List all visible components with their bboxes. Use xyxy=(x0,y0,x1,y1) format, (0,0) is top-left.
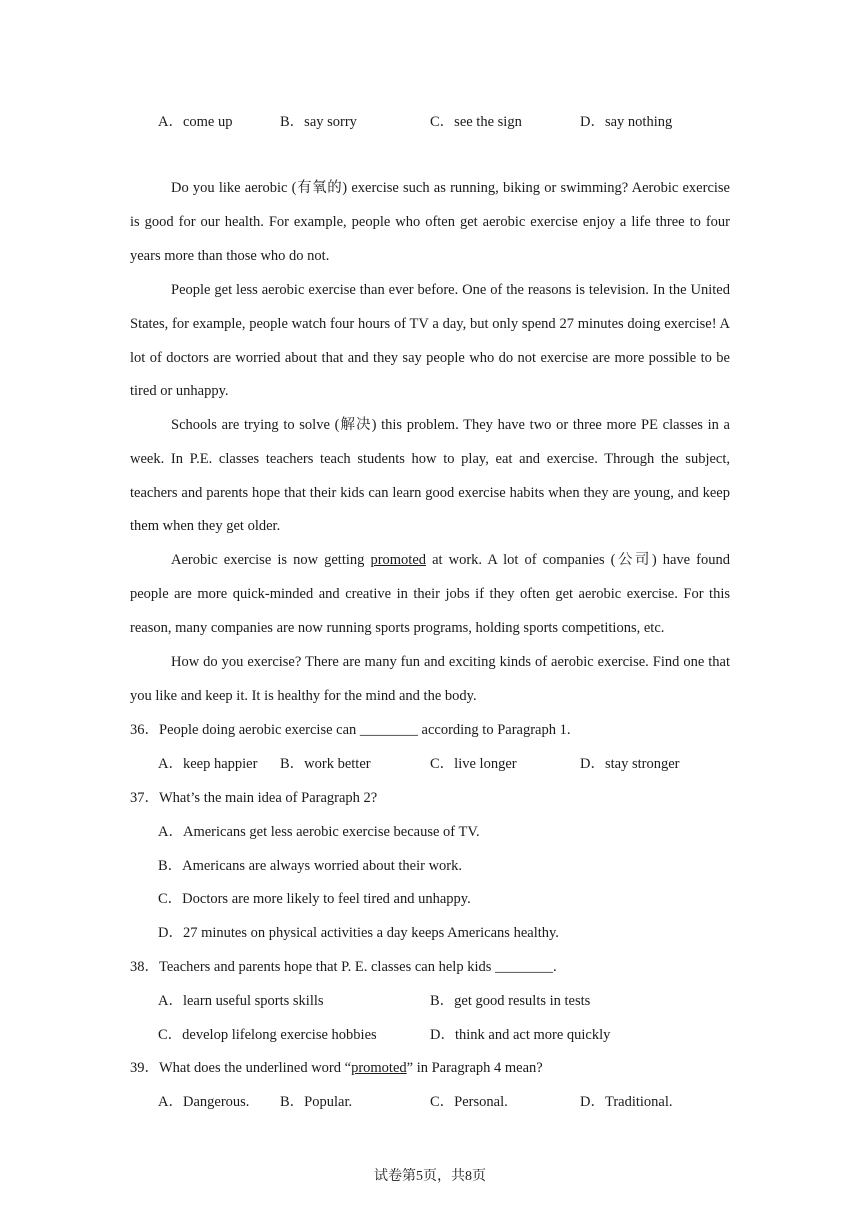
q36-option-c: C．live longer xyxy=(430,756,517,772)
q37-option-d: D．27 minutes on physical activities a day keeps Americans healthy. xyxy=(158,925,559,941)
q37-option-c: C．Doctors are more likely to feel tired and unhappy. xyxy=(158,891,471,907)
q38-option-d: D．think and act more quickly xyxy=(430,1027,611,1043)
passage-paragraph-3: Schools are trying to solve (解决) this problem. They have two or three more PE classes in a week. In P.E. classes teachers teach students how to play, eat and exercise. Through the subject, teachers and parents hope that their kids can learn good exercise habits when they are young, and keep them when they get older. xyxy=(130,417,730,535)
q39-option-a: A．Dangerous. xyxy=(158,1094,250,1110)
q37-option-b: B．Americans are always worried about their work. xyxy=(158,858,462,874)
passage-paragraph-5: How do you exercise? There are many fun and exciting kinds of aerobic exercise. Find one that you like and keep it. It is healthy for the mind and the body. xyxy=(130,654,730,704)
page-footer: 试卷第5页，共8页 xyxy=(374,1169,486,1184)
q38-option-a: A．learn useful sports skills xyxy=(158,993,324,1009)
passage-paragraph-4: Aerobic exercise is now getting promoted at work. A lot of companies (公司) have found people are more quick-minded and creative in their jobs if they often get aerobic exercise. For this reason, many companies are now running sports programs, holding sports competitions, etc. xyxy=(130,552,730,636)
q36-option-d: D．stay stronger xyxy=(580,756,680,772)
q36-option-b: B．work better xyxy=(280,756,371,772)
question-39-stem: 39．What does the underlined word “promoted” in Paragraph 4 mean? xyxy=(130,1060,543,1076)
underlined-word-ref: promoted xyxy=(351,1060,407,1076)
q38-option-b: B．get good results in tests xyxy=(430,993,591,1009)
passage-paragraph-2: People get less aerobic exercise than ever before. One of the reasons is television. In the United States, for example, people watch four hours of TV a day, but only spend 27 minutes doing exercise! A lot of doctors are worried about that and they say people who do not exercise are more possible to be tired or unhappy. xyxy=(130,282,730,400)
prev-option-d: D．say nothing xyxy=(580,114,673,130)
prev-option-b: B．say sorry xyxy=(280,114,357,130)
prev-option-c: C．see the sign xyxy=(430,114,522,130)
q38-option-c: C．develop lifelong exercise hobbies xyxy=(158,1027,377,1043)
q37-option-a: A．Americans get less aerobic exercise because of TV. xyxy=(158,824,480,840)
q39-option-c: C．Personal. xyxy=(430,1094,508,1110)
question-37-stem: 37．What’s the main idea of Paragraph 2? xyxy=(130,790,378,806)
passage-paragraph-1: Do you like aerobic (有氧的) exercise such as running, biking or swimming? Aerobic exercise is good for our health. For example, people who often get aerobic exercise enjoy a life three to four years more than those who do not. xyxy=(130,180,730,264)
underlined-word: promoted xyxy=(370,552,427,568)
question-38-stem: 38．Teachers and parents hope that P. E. classes can help kids ________. xyxy=(130,959,557,975)
q39-option-d: D．Traditional. xyxy=(580,1094,673,1110)
question-36-stem: 36．People doing aerobic exercise can ________ according to Paragraph 1. xyxy=(130,722,571,738)
q36-option-a: A．keep happier xyxy=(158,756,258,772)
q39-option-b: B．Popular. xyxy=(280,1094,353,1110)
prev-option-a: A．come up xyxy=(158,114,233,130)
